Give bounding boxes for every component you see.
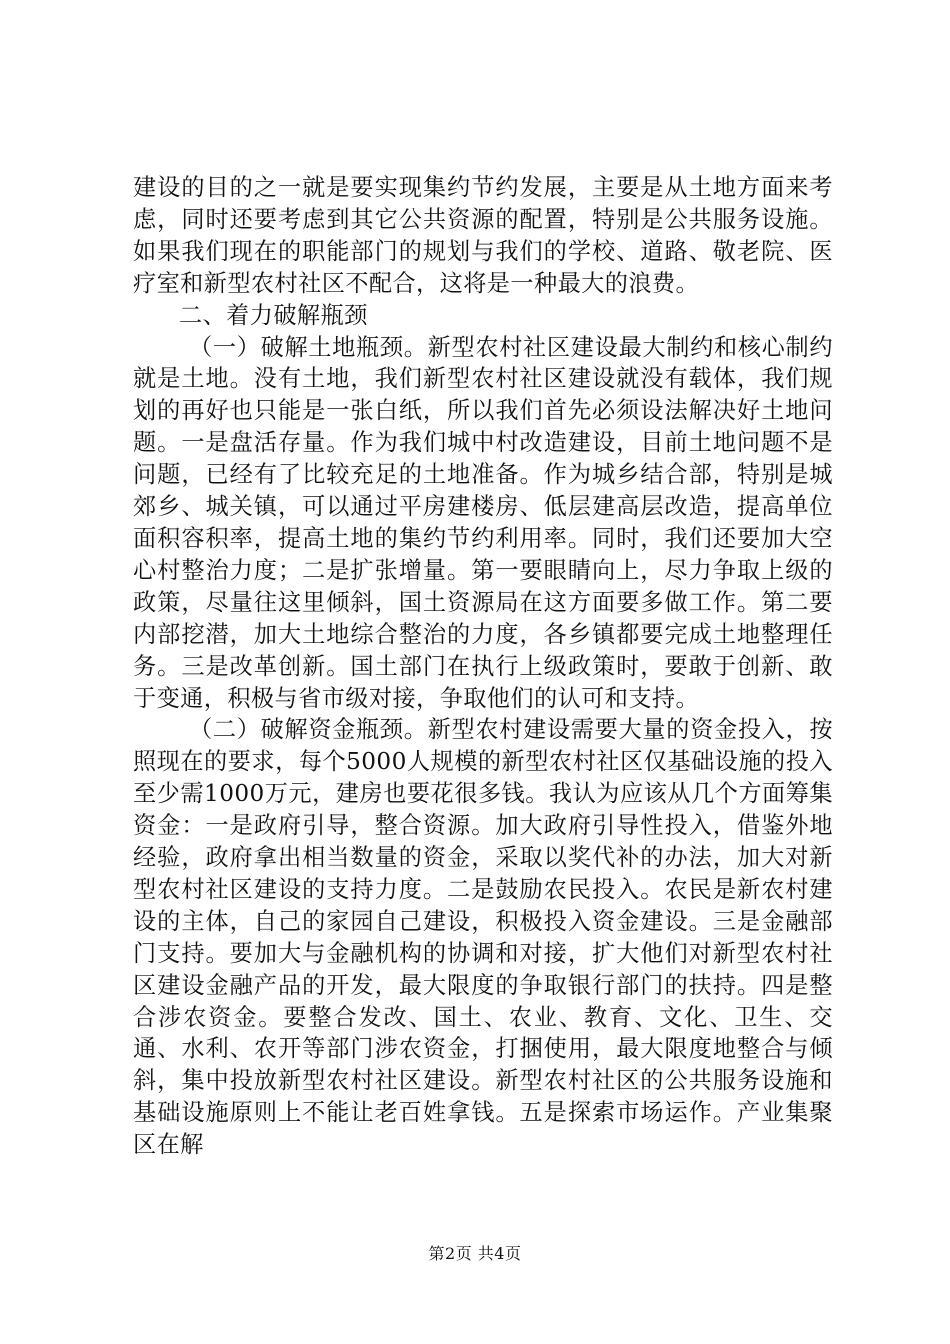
paragraph-continuation: 建设的目的之一就是要实现集约节约发展，主要是从土地方面来考虑，同时还要考虑到其它公共资源的配置，特别是公共服务设施。如果我们现在的职能部门的规划与我们的学校、道路、敬老院、医疗室和新型农村社区不配合，这将是一种最大的浪费。 <box>133 174 833 297</box>
paragraph-funding-bottleneck: （二）破解资金瓶颈。新型农村建设需要大量的资金投入，按照现在的要求，每个5000人规模的新型农村社区仅基础设施的投入至少需1000万元，建房也要花很多钱。我认为应该从几个方面筹集资金：一是政府引导，整合资源。加大政府引导性投入，借鉴外地经验，政府拿出相当数量的资金，采取以奖代补的办法，加大对新型农村社区建设的支持力度。二是鼓励农民投入。农民是新农村建设的主体，自己的家园自己建设，积极投入资金建设。三是金融部门支持。要加大与金融机构的协调和对接，扩大他们对新型农村社区建设金融产品的开发，最大限度的争取银行部门的扶持。四是整合涉农资金。要整合发改、国土、农业、教育、文化、卫生、交通、水利、农开等部门涉农资金，打捆使用，最大限度地整合与倾斜，集中投放新型农村社区建设。新型农村社区的公共服务设施和基础设施原则上不能让老百姓拿钱。五是探索市场运作。产业集聚区在解 <box>133 716 833 1159</box>
section-heading: 二、着力破解瓶颈 <box>179 301 368 329</box>
document-body <box>133 172 833 1161</box>
paragraph-land-bottleneck: （一）破解土地瓶颈。新型农村社区建设最大制约和核心制约就是土地。没有土地，我们新型农村社区建设就没有载体，我们规划的再好也只能是一张白纸，所以我们首先必须设法解决好土地问题。一是盘活存量。作为我们城中村改造建设，目前土地问题不是问题，已经有了比较充足的土地准备。作为城乡结合部，特别是城郊乡、城关镇，可以通过平房建楼房、低层建高层改造，提高单位面积容积率，提高土地的集约节约利用率。同时，我们还要加大空心村整治力度；二是扩张增量。第一要眼睛向上，尽力争取上级的政策，尽量往这里倾斜，国土资源局在这方面要多做工作。第二要内部挖潜，加大土地综合整治的力度，各乡镇都要完成土地整理任务。三是改革创新。国土部门在执行上级政策时，要敢于创新、敢于变通，积极与省市级对接，争取他们的认可和支持。 <box>133 333 833 712</box>
page-number-footer: 第2页 共4页 <box>428 1244 522 1263</box>
